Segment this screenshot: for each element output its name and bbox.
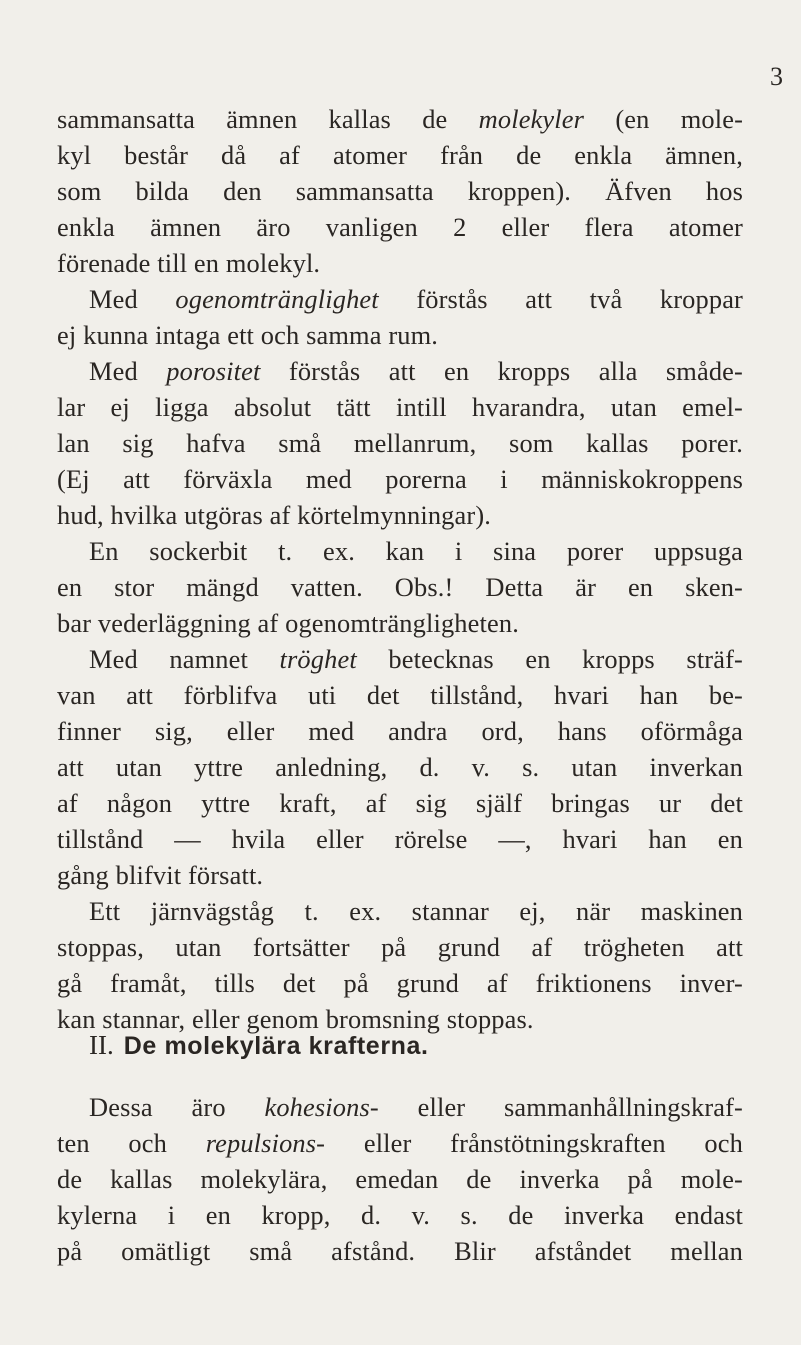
text-run: af någon yttre kraft, af sig själf bringas ur det <box>57 788 743 818</box>
text-run: (Ej att förväxla med porerna i människokroppens <box>57 464 743 494</box>
text-run: En sockerbit t. ex. kan i sina porer uppsuga <box>89 536 743 566</box>
text-line <box>57 425 743 461</box>
italic-term: repulsions- <box>205 1128 326 1158</box>
text-run: (en mole- <box>584 104 744 134</box>
text-run: hud, hvilka utgöras af körtelmynningar). <box>57 500 492 530</box>
page-number: 3 <box>770 62 783 91</box>
text-line <box>57 353 743 389</box>
text-run: de kallas molekylära, emedan de inverka på mole- <box>57 1164 743 1194</box>
text-run: kan stannar, eller genom bromsning stoppas. <box>57 1004 534 1034</box>
text-run: ej kunna intaga ett och samma rum. <box>57 320 439 350</box>
text-line <box>57 1233 743 1269</box>
text-run: lan sig hafva små mellanrum, som kallas porer. <box>57 428 743 458</box>
text-run: enkla ämnen äro vanligen 2 eller flera atomer <box>57 212 743 242</box>
text-line <box>57 209 743 245</box>
text-run: förenade till en molekyl. <box>57 248 321 278</box>
text-run: en stor mängd vatten. Obs.! Detta är en sken- <box>57 572 743 602</box>
section-heading-number: II. <box>89 1030 114 1060</box>
text-run: lar ej ligga absolut tätt intill hvarandra, utan emel- <box>57 392 743 422</box>
text-run: gå framåt, tills det på grund af friktionens inver- <box>57 968 743 998</box>
text-line <box>57 605 743 641</box>
text-run: bar vederläggning af ogenomträngligheten. <box>57 608 519 638</box>
text-line <box>57 569 743 605</box>
text-run: kyl består då af atomer från de enkla ämnen, <box>57 140 743 170</box>
section-heading-title: De molekylära krafterna. <box>123 1032 429 1060</box>
body-text-section-2 <box>57 1089 743 1269</box>
italic-term: tröghet <box>279 644 357 674</box>
italic-term: ogenomtränglighet <box>175 284 379 314</box>
text-run: eller frånstötningskraften och <box>325 1128 743 1158</box>
text-line <box>57 929 743 965</box>
text-run: gång blifvit försatt. <box>57 860 264 890</box>
text-run: Ett järnvägståg t. ex. stannar ej, när maskinen <box>89 896 743 926</box>
italic-term: molekyler <box>478 104 585 134</box>
text-run: Med namnet <box>89 644 280 674</box>
text-run: ten och <box>57 1128 206 1158</box>
text-run: förstås att en kropps alla småde- <box>260 356 743 386</box>
text-line <box>57 1089 743 1125</box>
text-line <box>57 641 743 677</box>
text-line <box>57 677 743 713</box>
text-run: på omätligt små afstånd. Blir afståndet mellan <box>57 1236 743 1266</box>
text-run: Dessa äro <box>89 1092 265 1122</box>
text-run: tillstånd — hvila eller rörelse —, hvari han en <box>57 824 743 854</box>
text-line <box>57 533 743 569</box>
italic-term: kohesions- <box>264 1092 379 1122</box>
text-line <box>57 317 743 353</box>
section-heading <box>89 1027 429 1064</box>
text-line <box>57 785 743 821</box>
text-line <box>57 1125 743 1161</box>
text-line <box>57 857 743 893</box>
text-line <box>57 389 743 425</box>
text-line <box>57 1161 743 1197</box>
text-run: Med <box>89 284 176 314</box>
text-run: förstås att två kroppar <box>378 284 743 314</box>
text-line <box>57 893 743 929</box>
italic-term: porositet <box>166 356 261 386</box>
text-line <box>57 101 743 137</box>
text-run: Med <box>89 356 167 386</box>
text-run: betecknas en kropps sträf- <box>356 644 743 674</box>
text-run: eller sammanhållningskraf- <box>378 1092 743 1122</box>
text-run: som bilda den sammansatta kroppen). Äfven hos <box>57 176 743 206</box>
text-line <box>57 173 743 209</box>
text-line <box>57 281 743 317</box>
text-run: sammansatta ämnen kallas de <box>57 104 479 134</box>
text-run: kylerna i en kropp, d. v. s. de inverka endast <box>57 1200 743 1230</box>
text-line <box>57 245 743 281</box>
text-line <box>57 137 743 173</box>
text-line <box>57 497 743 533</box>
text-line <box>57 965 743 1001</box>
text-line <box>57 821 743 857</box>
text-line <box>57 461 743 497</box>
text-run: finner sig, eller med andra ord, hans oförmåga <box>57 716 743 746</box>
text-run: att utan yttre anledning, d. v. s. utan inverkan <box>57 752 743 782</box>
text-line <box>57 1197 743 1233</box>
body-text-section-1 <box>57 101 743 1037</box>
text-run: van att förblifva uti det tillstånd, hvari han be- <box>57 680 743 710</box>
text-line <box>57 713 743 749</box>
text-line <box>57 749 743 785</box>
text-run: stoppas, utan fortsätter på grund af trögheten att <box>57 932 743 962</box>
